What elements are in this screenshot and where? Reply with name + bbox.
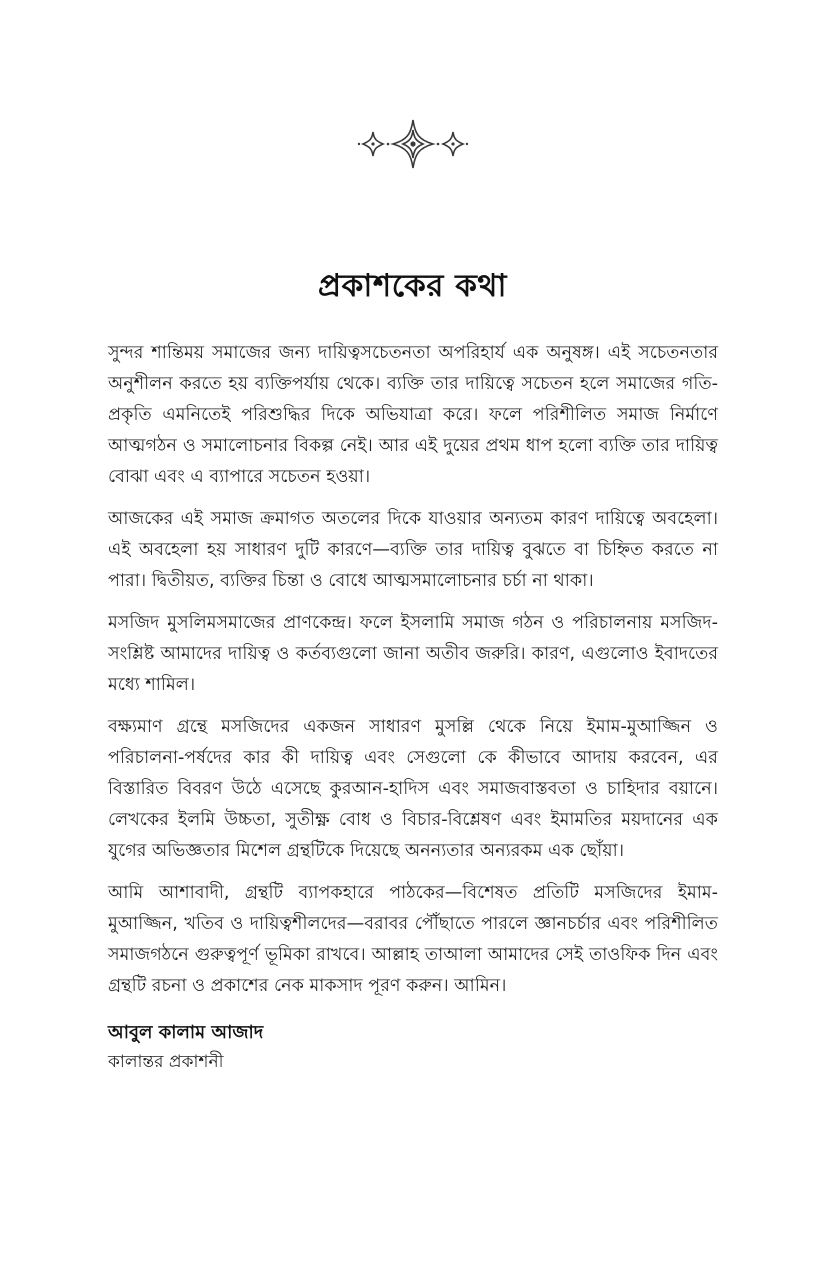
paragraph-2: আজকের এই সমাজ ক্রমাগত অতলের দিকে যাওয়ার অন্যতম কারণ দায়িত্বে অবহেলা। এই অবহেলা হয় সাধারণ দুটি কারণে—ব্যক্তি তার দায়িত্ব বুঝতে বা চিহ্নিত করতে না পারা। দ্বিতীয়ত, ব্যক্তির চিন্তা ও বোধে আত্মসমালোচনার চর্চা না থাকা। <box>108 509 718 591</box>
signature-name: আবুল কালাম আজাদ <box>108 1022 264 1043</box>
paragraph-4: বক্ষ্যমাণ গ্রন্থে মসজিদের একজন সাধারণ মুসল্লি থেকে নিয়ে ইমাম-মুআজ্জিন ও পরিচালনা-পর্ষদের কার কী দায়িত্ব এবং সেগুলো কে কীভাবে আদায় করবেন, এর বিস্তারিত বিবরণ উঠে এসেছে কুরআন-হাদিস এবং সমাজবাস্তবতা ও চাহিদার বয়ানে। লেখকের ইলমি উচ্চতা, সুতীক্ষ্ণ বোধ ও বিচার-বিশ্লেষণ এবং ইমামতির ময়দানের এক যুগের অভিজ্ঞতার মিশেল গ্রন্থটিকে দিয়েছে অনন্যতার অন্যরকম এক ছোঁয়া। <box>108 717 718 861</box>
page-title: প্রকাশকের কথা <box>318 268 507 304</box>
paragraph-3: মসজিদ মুসলিমসমাজের প্রাণকেন্দ্র। ফলে ইসলামি সমাজ গঠন ও পরিচালনায় মসজিদ-সংশ্লিষ্ট আমাদের দায়িত্ব ও কর্তব্যগুলো জানা অতীব জরুরি। কারণ, এগুলোও ইবাদতের মধ্যে শামিল। <box>108 613 718 695</box>
signature-block <box>108 1018 263 1076</box>
paragraph-5: আমি আশাবাদী, গ্রন্থটি ব্যাপকহারে পাঠকের—বিশেষত প্রতিটি মসজিদের ইমাম-মুআজ্জিন, খতিব ও দায়িত্বশীলদের—বরাবর পৌঁছাতে পারলে জ্ঞানচর্চার এবং পরিশীলিত সমাজগঠনে গুরুত্বপূর্ণ ভূমিকা রাখবে। আল্লাহ তাআলা আমাদের সেই তাওফিক দিন এবং গ্রন্থটি রচনা ও প্রকাশের নেক মাকসাদ পূরণ করুন। আমিন। <box>108 883 718 996</box>
foreword-body <box>108 338 718 1013</box>
signature-organization: কালান্তর প্রকাশনী <box>108 1052 224 1072</box>
diamond-ornament-icon <box>357 118 469 170</box>
paragraph-1: সুন্দর শান্তিময় সমাজের জন্য দায়িত্বসচেতনতা অপরিহার্য এক অনুষঙ্গ। এই সচেতনতার অনুশীলন করতে হয় ব্যক্তিপর্যায় থেকে। ব্যক্তি তার দায়িত্বে সচেতন হলে সমাজের গতি-প্রকৃতি এমনিতেই পরিশুদ্ধির দিকে অভিযাত্রা করে। ফলে পরিশীলিত সমাজ নির্মাণে আত্মগঠন ও সমালোচনার বিকল্প নেই। আর এই দুয়ের প্রথম ধাপ হলো ব্যক্তি তার দায়িত্ব বোঝা এবং এ ব্যাপারে সচেতন হওয়া। <box>108 343 718 487</box>
